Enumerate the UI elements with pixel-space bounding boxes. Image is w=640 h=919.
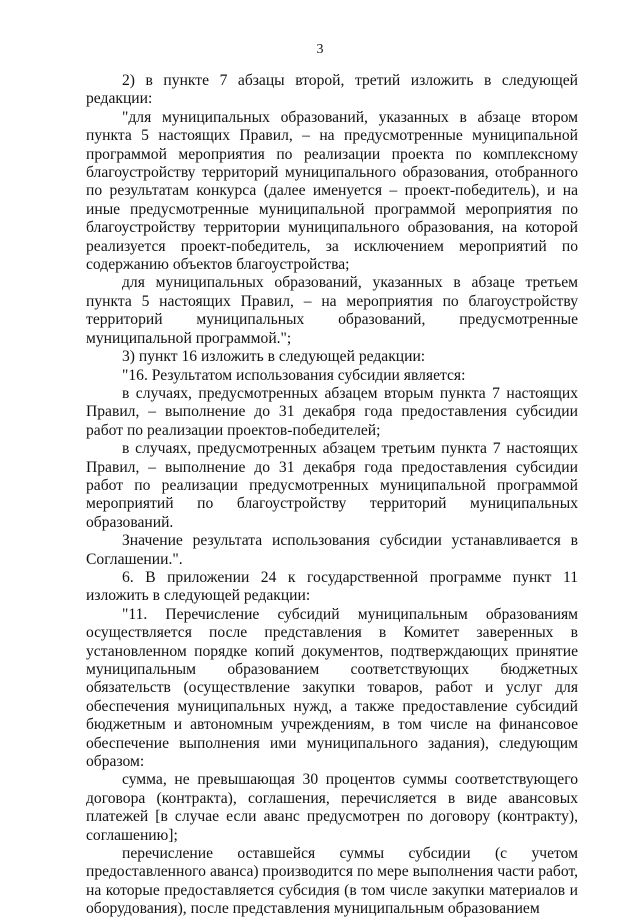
page-number: 3	[316, 42, 324, 57]
paragraph: в случаях, предусмотренных абзацем вторым пункта 7 настоящих Правил, – выполнение до 31 декабря года предоставления субсидии работ по реализации проектов-победителей;	[86, 384, 578, 439]
paragraph: 2) в пункте 7 абзацы второй, третий изложить в следующей редакции:	[86, 72, 578, 108]
paragraph: Значение результата использования субсидии устанавливается в Соглашении.".	[86, 532, 578, 568]
paragraph: перечисление оставшейся суммы субсидии (с учетом предоставленного аванса) производится по мере выполнения части работ, на которые предоставляется субсидия (в том числе закупки материалов и оборудования), после представления муниципальным образованием	[86, 845, 578, 918]
document-body	[86, 72, 578, 919]
paragraph: для муниципальных образований, указанных в абзаце третьем пункта 5 настоящих Правил, – на мероприятия по благоустройству территорий муниципальных образований, предусмотренные муниципальной программой.";	[86, 274, 578, 347]
paragraph: 3) пункт 16 изложить в следующей редакции:	[122, 348, 426, 366]
paragraph: "для муниципальных образований, указанных в абзаце втором пункта 5 настоящих Правил, – на предусмотренные муниципальной программой мероприятия по реализации проекта по комплексному благоустройству территорий муниципального образования, отобранного по результатам конкурса (далее именуется – проект-победитель), и на иные предусмотренные муниципальной программой мероприятия по благоустройству территории муниципального образования, на которой реализуется проект-победитель, за исключением мероприятий по содержанию объектов благоустройства;	[86, 108, 578, 274]
paragraph: в случаях, предусмотренных абзацем третьим пункта 7 настоящих Правил, – выполнение до 31 декабря года предоставления субсидии работ по реализации предусмотренных муниципальной программой мероприятий по благоустройству территорий муниципальных образований.	[86, 440, 578, 531]
paragraph: "11. Перечисление субсидий муниципальным образованиям осуществляется после представления в Комитет заверенных в установленном порядке копий документов, подтверждающих принятие муниципальным образованием соответствующих бюджетных обязательств (осуществление закупки товаров, работ и услуг для обеспечения муниципальных нужд, а также предоставление субсидий бюджетным и автономным учреждениям, в том числе на финансовое обеспечение выполнения ими муниципального задания), следующим образом:	[86, 605, 578, 771]
paragraph: 6. В приложении 24 к государственной программе пункт 11 изложить в следующей редакции:	[86, 568, 578, 605]
paragraph: "16. Результатом использования субсидии является:	[122, 366, 466, 384]
paragraph: сумма, не превышающая 30 процентов суммы соответствующего договора (контракта), соглашения, перечисляется в виде авансовых платежей [в случае если аванс предусмотрен по договору (контракту), соглашению];	[86, 771, 578, 844]
